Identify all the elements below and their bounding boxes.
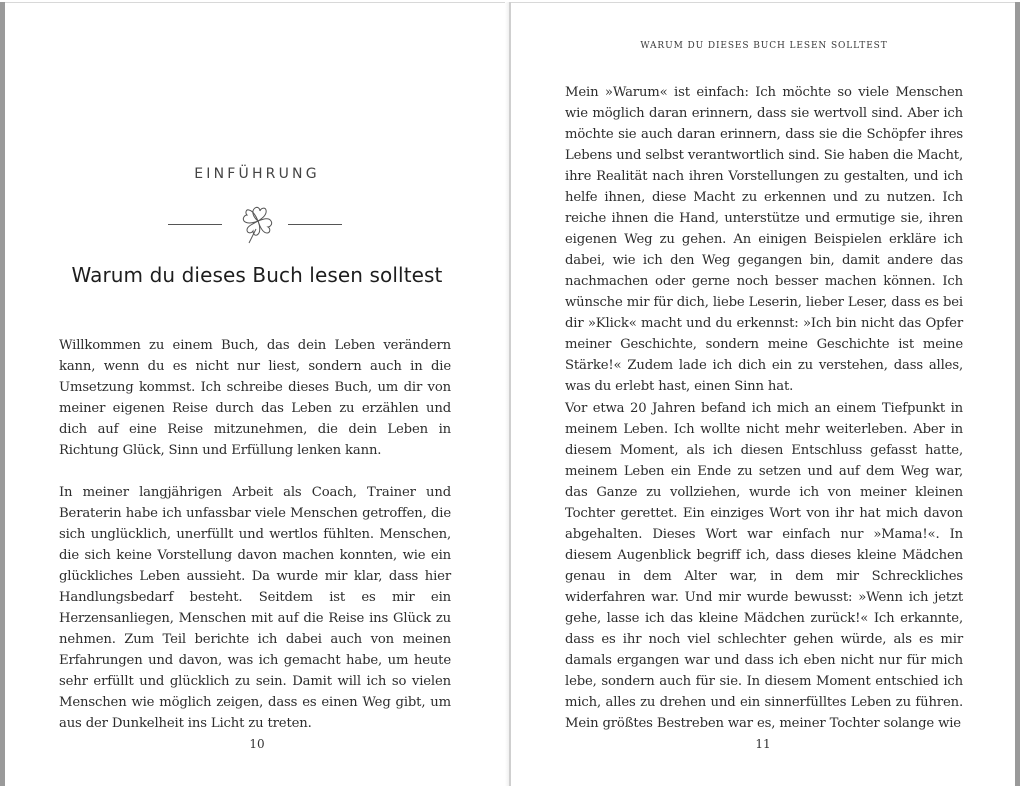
page-number: 11 — [755, 737, 771, 751]
paragraph-text: In meiner langjährigen Arbeit als Coach, Trainer und Beraterin habe ich unfassbar viele Menschen getroffen, die sich unglücklich, unerfüllt und wertlos fühlten. Menschen, die sich keine Vorstellung davon machen konnten, wie ein glückliches Leben aussieht. Da wurde mir klar, dass hier Handlungsbedarf besteht. Seitdem ist es mir ein Herzensanliegen, Menschen mit auf die Reise ins Glück zu nehmen. Zum Teil berichte ich dabei auch von meinen Erfahrungen und davon, was ich gemacht habe, um heute sehr erfüllt und glücklich zu sein. Damit will ich so vielen Menschen wie möglich zeigen, dass es einen Weg gibt, um aus der Dunkelheit ins Licht zu treten. — [59, 485, 451, 731]
chapter-ornament — [168, 203, 348, 247]
chapter-label: EINFÜHRUNG — [194, 166, 320, 182]
paragraph-text: Willkommen zu einem Buch, das dein Leben verändern kann, wenn du es nicht nur liest, sondern auch in die Umsetzung kommst. Ich schreibe dieses Buch, um dir von meiner eigenen Reise durch das Leben zu erzählen und dich auf eine Reise mitzunehmen, die dein Leben in Richtung Glück, Sinn und Erfüllung lenken kann. — [59, 338, 451, 458]
left-page — [5, 0, 509, 786]
ornament-rule-right — [288, 224, 342, 225]
paragraph — [59, 335, 451, 461]
paragraph — [565, 398, 963, 734]
running-head: WARUM DU DIESES BUCH LESEN SOLLTEST — [640, 41, 888, 51]
paragraph-text: Mein »Warum« ist einfach: Ich möchte so viele Menschen wie möglich daran erinnern, dass sie wertvoll sind. Aber ich möchte sie auch daran erinnern, dass sie die Schöpfer ihres Lebens und selbst verantwortlich sind. Sie haben die Macht, ihre Realität nach ihren Vorstellungen zu gestalten, und ich helfe ihnen, diese Macht zu erkennen und zu nutzen. Ich reiche ihnen die Hand, unterstütze und ermutige sie, ihren eigenen Weg zu gehen. An einigen Beispielen erkläre ich dabei, wie ich den Weg gegangen bin, damit andere das nachmachen oder gerne noch besser machen können. Ich wünsche mir für dich, liebe Leserin, lieber Leser, dass es bei dir »Klick« macht und du erkennst: »Ich bin nicht das Opfer meiner Geschichte, sondern meine Geschichte ist meine Stärke!« Zudem lade ich dich ein zu verstehen, dass alles, was du erlebt hast, einen Sinn hat. — [565, 85, 963, 394]
page-number: 10 — [249, 737, 265, 751]
right-page — [511, 0, 1015, 786]
four-leaf-clover-icon — [239, 203, 277, 247]
paragraph — [59, 482, 451, 734]
ornament-rule-left — [168, 224, 222, 225]
paragraph-text: Vor etwa 20 Jahren befand ich mich an einem Tiefpunkt in meinem Leben. Ich wollte nicht mehr weiterleben. Aber in diesem Moment, als ich diesen Entschluss gefasst hatte, meinem Leben ein Ende zu setzen und auf dem Weg war, das Ganze zu vollziehen, wurde ich von meiner kleinen Tochter gerettet. Ein einziges Wort von ihr hat mich davon abgehalten. Dieses Wort war einfach nur »Mama!«. In diesem Augenblick begriff ich, dass dieses kleine Mädchen genau in dem Alter war, in dem mir Schreckliches widerfahren war. Und mir wurde bewusst: »Wenn ich jetzt gehe, lasse ich das kleine Mädchen zurück!« Ich erkannte, dass es ihr noch viel schlechter gehen würde, als es mir damals ergangen war und dass ich eben nicht nur für mich lebe, sondern auch für sie. In diesem Moment entschied ich mich, alles zu drehen und ein sinnerfülltes Leben zu führen. Mein größtes Bestreben war es, meiner Tochter solange wie — [565, 401, 963, 731]
paragraph — [565, 82, 963, 397]
chapter-title: Warum du dieses Buch lesen solltest — [71, 263, 443, 287]
right-page-edge — [1015, 2, 1020, 786]
